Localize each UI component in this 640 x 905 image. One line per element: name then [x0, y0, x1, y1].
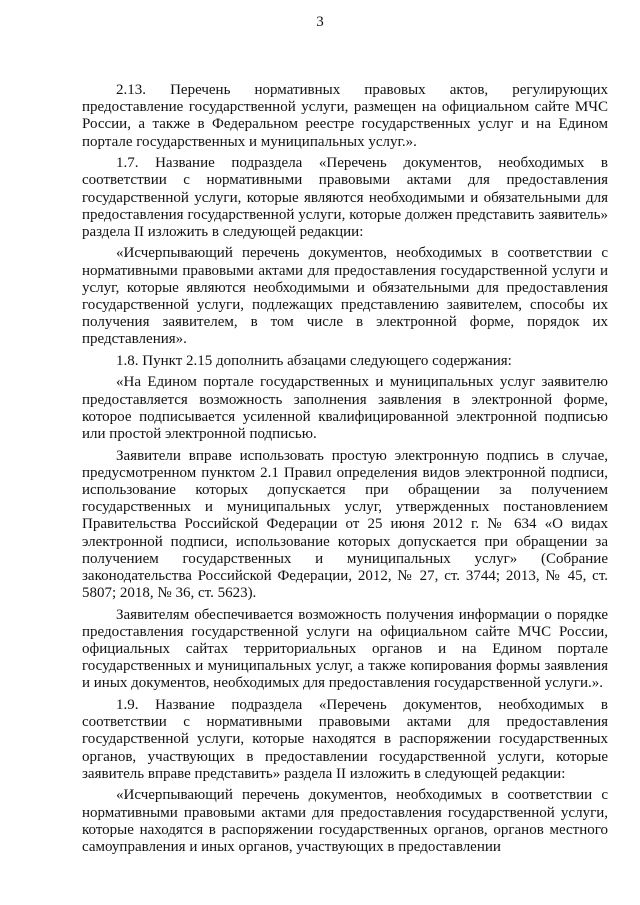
- paragraph-2-13: 2.13. Перечень нормативных правовых актов, регулирующих предоставление государственной услуги, размещен на официальном сайте МЧС России, а также в Федеральном реестре государственных услуг и на Едином портале государственных и муниципальных услуг.».: [82, 82, 608, 150]
- paragraph-1-9-quote: «Исчерпывающий перечень документов, необходимых в соответствии с нормативными правовыми актами для предоставления государственной услуги, которые находятся в распоряжении государственных органов, органов местного самоуправления и иных органов, участвующих в предоставлении: [82, 787, 608, 855]
- document-body: [82, 82, 608, 860]
- paragraph-1-8-information: Заявителям обеспечивается возможность получения информации о порядке предоставления государственной услуги на официальном сайте МЧС России, официальных сайтах территориальных органов и на Едином портале государственных и муниципальных услуг, а также копирования формы заявления и иных документов, необходимых для предоставления государственной услуги.».: [82, 606, 608, 692]
- page-number: 3: [316, 14, 324, 30]
- paragraph-1-8: 1.8. Пункт 2.15 дополнить абзацами следующего содержания:: [116, 352, 512, 369]
- paragraph-1-7: 1.7. Название подраздела «Перечень документов, необходимых в соответствии с нормативными правовыми актами для предоставления государственной услуги, которые являются необходимыми и обязательными для предоставления государственной услуги, которые должен представить заявитель» раздела II изложить в следующей редакции:: [82, 155, 608, 240]
- paragraph-1-8-portal: «На Едином портале государственных и муниципальных услуг заявителю предоставляется возможность заполнения заявления в электронной форме, которое подписывается усиленной квалифицированной электронной подписью или простой электронной подписью.: [82, 374, 608, 443]
- paragraph-1-8-signature: Заявители вправе использовать простую электронную подпись в случае, предусмотренном пунктом 2.1 Правил определения видов электронной подписи, использование которых допускается при обращении за получением государственных и муниципальных услуг, утвержденных постановлением Правительства Российской Федерации от 25 июня 2012 г. № 634 «О видах электронной подписи, использование которых допускается при обращении за получением государственных и муниципальных услуг» (Собрание законодательства Российской Федерации, 2012, № 27, ст. 3744; 2013, № 45, ст. 5807; 2018, № 36, ст. 5623).: [82, 447, 608, 602]
- paragraph-1-9: 1.9. Название подраздела «Перечень документов, необходимых в соответствии с нормативными правовыми актами для предоставления государственной услуги, которые находятся в распоряжении государственных органов, участвующих в предоставлении государственной услуги, которые заявитель вправе представить» раздела II изложить в следующей редакции:: [82, 696, 608, 782]
- paragraph-1-7-quote: «Исчерпывающий перечень документов, необходимых в соответствии с нормативными правовыми актами для предоставления государственной услуги и услуг, которые являются необходимыми и обязательными для предоставления государственной услуги, подлежащих представлению заявителем, способы их получения заявителем, в том числе в электронной форме, порядок их представления».: [82, 245, 608, 348]
